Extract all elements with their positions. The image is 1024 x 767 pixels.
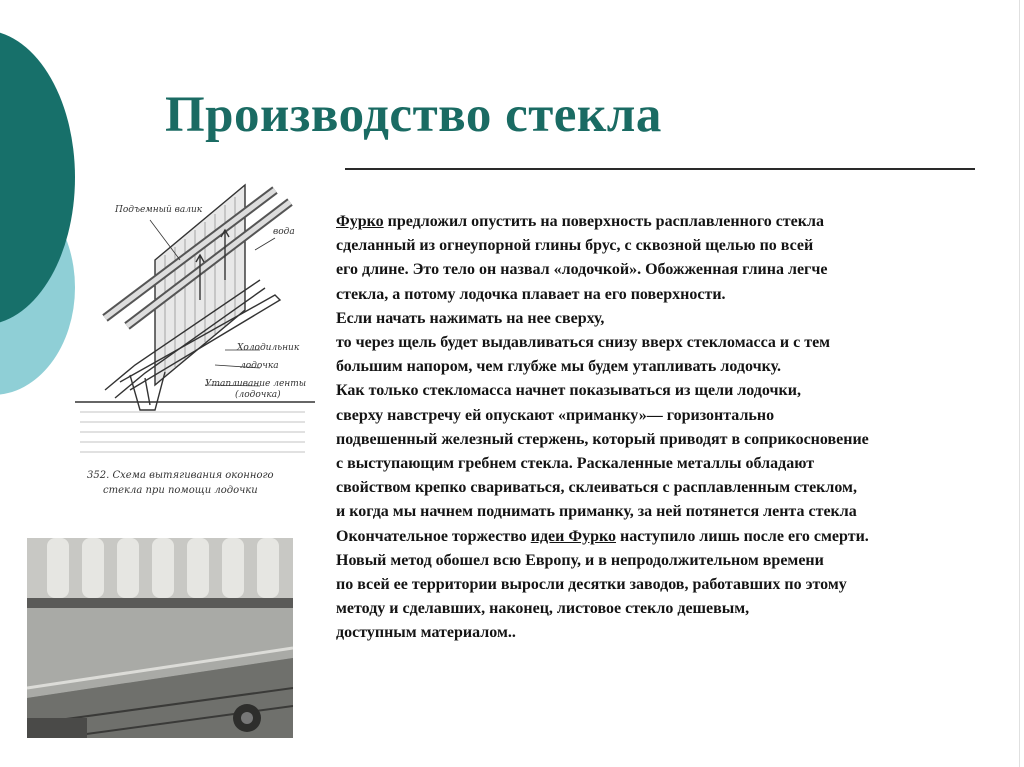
text-line: сделанный из огнеупорной глины брус, с сквозной щелью по всей bbox=[336, 237, 814, 255]
text-line: сверху навстречу ей опускают «приманку»— горизонтально bbox=[336, 406, 775, 424]
text-line: по всей ее территории выросли десятки заводов, работавших по этому bbox=[336, 576, 847, 594]
diagram-label-push-2: (лодочка) bbox=[235, 390, 281, 400]
text-line: Новый метод обошел всю Европу, и в непродолжительном времени bbox=[336, 551, 824, 569]
text-line: его длине. Это тело он назвал «лодочкой». Обожженная глина легче bbox=[336, 261, 828, 279]
diagram-label-boat: лодочка bbox=[240, 361, 279, 371]
diagram-caption-2: стекла при помощи лодочки bbox=[103, 485, 258, 496]
text-line: с выступающим гребнем стекла. Раскаленные металлы обладают bbox=[336, 455, 815, 473]
fourcault-idea-link[interactable]: идеи Фурко bbox=[530, 527, 617, 545]
text-line: Как только стекломасса начнет показываться из щели лодочки, bbox=[336, 382, 801, 400]
diagram-label-cooler: Холодильник bbox=[237, 343, 300, 353]
text-line: доступным материалом.. bbox=[336, 624, 516, 642]
slide-title: Производство стекла bbox=[165, 87, 662, 143]
title-underline bbox=[345, 168, 975, 170]
text-line: то через щель будет выдавливаться снизу вверх стекломасса и с тем bbox=[336, 334, 831, 352]
text-line: и когда мы начнем поднимать приманку, за ней потянется лента стекла bbox=[336, 503, 857, 521]
text-line: Окончательное торжество идеи Фурко наступило лишь после его смерти. bbox=[336, 527, 869, 545]
text-line: большим напором, чем глубже мы будем утапливать лодочку. bbox=[336, 358, 781, 376]
diagram-label-push: Утапливание ленты bbox=[205, 379, 307, 389]
text-line: подвешенный железный стержень, который приводят в соприкосновение bbox=[336, 430, 869, 448]
diagram-label-roller: Подъемный валик bbox=[115, 205, 203, 215]
fourcault-link[interactable]: Фурко bbox=[336, 213, 384, 230]
text-line: Фурко предложил опустить на поверхность расплавленного стекла bbox=[336, 213, 824, 230]
text-line: стекла, а потому лодочка плавает на его поверхности. bbox=[336, 285, 726, 303]
text-line: Если начать нажимать на нее сверху, bbox=[336, 309, 605, 327]
text-line: методу и сделавших, наконец, листовое стекло дешевым, bbox=[336, 600, 750, 618]
fourcault-process-diagram bbox=[75, 160, 315, 500]
body-text bbox=[336, 210, 1016, 646]
decor-right-edge bbox=[1019, 0, 1020, 767]
factory-photo bbox=[27, 538, 293, 738]
text-line: свойством крепко свариваться, склеиваться с расплавленным стеклом, bbox=[336, 479, 857, 497]
diagram-caption-1: 352. Схема вытягивания оконного bbox=[87, 470, 274, 481]
diagram-label-water: вода bbox=[273, 227, 295, 237]
